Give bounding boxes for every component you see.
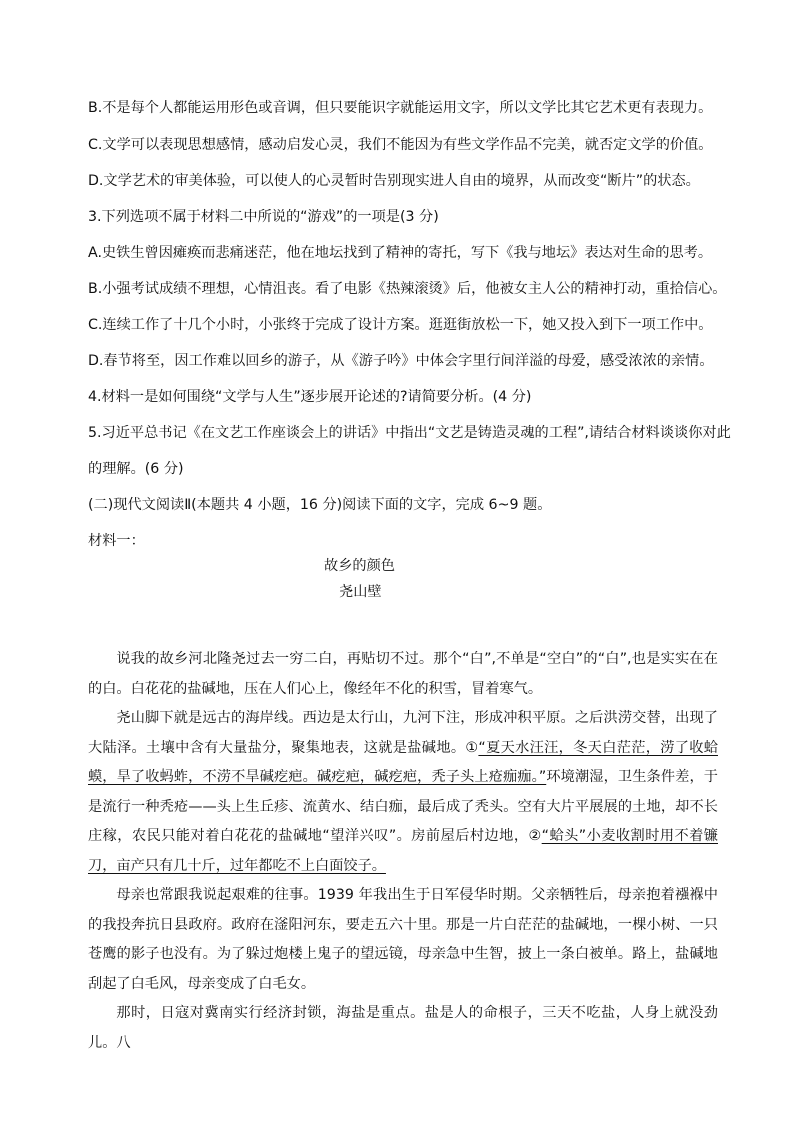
marker-2: ② bbox=[528, 828, 542, 845]
article-author: 尧山壁 bbox=[339, 584, 382, 600]
article-paragraph-3: 母亲也常跟我说起艰难的往事。1939 年我出生于日军侵华时期。父亲牺牲后，母亲抱着襁褓中的我投奔抗日县政府。政府在滏阳河东，要走五六十里。那是一片白茫茫的盐碱地，一棵小树、一只苍鹰的影子也没有。为了躲过炮楼上鬼子的望远镜，母亲急中生智，披上一条白被单。路上，盐碱地刮起了白毛风，母亲变成了白毛女。 bbox=[88, 887, 718, 992]
q2-option-c: C.文学可以表现思想感情，感动启发心灵，我们不能因为有些文学作品不完美，就否定文学的价值。 bbox=[88, 137, 713, 153]
paragraph-2-text-middle: 环境潮湿，卫生条件差，于是流行一种秃疮——头上生丘疹、流黄水、结白痂，最后成了秃头。空有大片平展展的土地，却不长庄稼，农民只能对着白花花的盐碱地“望洋兴叹”。房前屋后村边地， bbox=[88, 769, 718, 845]
article-paragraph-1: 说我的故乡河北隆尧过去一穷二白，再贴切不过。那个“白”,不单是“空白”的“白”,也是实实在在的白。白花花的盐碱地，压在人们心上，像经年不化的积雪，冒着寒气。 bbox=[88, 651, 718, 697]
article-title: 故乡的颜色 bbox=[324, 558, 395, 574]
q4-stem: 4.材料一是如何围绕“文学与人生”逐步展开论述的?请简要分析。(4 分) bbox=[88, 389, 532, 405]
underlined-quote-2: “蛤头”小麦收割时用不着镰刀，亩产只有几十斤，过年都吃不上白面饺子。 bbox=[88, 828, 718, 874]
article-paragraph-4: 那时，日寇对冀南实行经济封锁，海盐是重点。盐是人的命根子，三天不吃盐，人身上就没劲儿。八 bbox=[88, 1005, 718, 1051]
marker-1: ① bbox=[465, 739, 479, 756]
q5-stem-line2: 的理解。(6 分) bbox=[88, 461, 184, 477]
q3-option-a: A.史铁生曾因瘫痪而悲痛迷茫，他在地坛找到了精神的寄托，写下《我与地坛》表达对生命的思考。 bbox=[88, 245, 713, 261]
section-heading: (二)现代文阅读Ⅱ(本题共 4 小题，16 分)阅读下面的文字，完成 6~9 题。 bbox=[88, 497, 552, 513]
material-label: 材料一： bbox=[88, 533, 145, 549]
article-paragraph-2 bbox=[88, 704, 718, 882]
q3-stem: 3.下列选项不属于材料二中所说的“游戏”的一项是(3 分) bbox=[88, 209, 439, 225]
q2-option-b: B.不是每个人都能运用形色或音调，但只要能识字就能运用文字，所以文学比其它艺术更有表现力。 bbox=[88, 100, 713, 116]
underlined-quote-1: “夏天水汪汪，冬天白茫茫，涝了收蛤蟆，旱了收蚂蚱，不涝不旱碱疙疤。碱疙疤，碱疙疤，秃子头上疮痂痂。” bbox=[88, 739, 718, 786]
paragraph-2-text-start: 尧山脚下就是远古的海岸线。西边是太行山，九河下注，形成冲积平原。之后洪涝交替，出现了大陆泽。土壤中含有大量盐分，聚集地表，这就是盐碱地。 bbox=[88, 710, 718, 756]
q3-option-c: C.连续工作了十几个小时，小张终于完成了设计方案。逛逛街放松一下，她又投入到下一项工作中。 bbox=[88, 317, 713, 333]
q3-option-d: D.春节将至，因工作难以回乡的游子，从《游子吟》中体会字里行间洋溢的母爱，感受浓浓的亲情。 bbox=[88, 353, 714, 369]
q3-option-b: B.小强考试成绩不理想，心情沮丧。看了电影《热辣滚烫》后，他被女主人公的精神打动，重拾信心。 bbox=[88, 281, 727, 297]
q2-option-d: D.文学艺术的审美体验，可以使人的心灵暂时告别现实进人自由的境界，从而改变“断片”的状态。 bbox=[88, 173, 700, 189]
q5-stem-line1: 5.习近平总书记《在文艺工作座谈会上的讲话》中指出“文艺是铸造灵魂的工程”,请结合材料谈谈你对此 bbox=[88, 425, 731, 441]
